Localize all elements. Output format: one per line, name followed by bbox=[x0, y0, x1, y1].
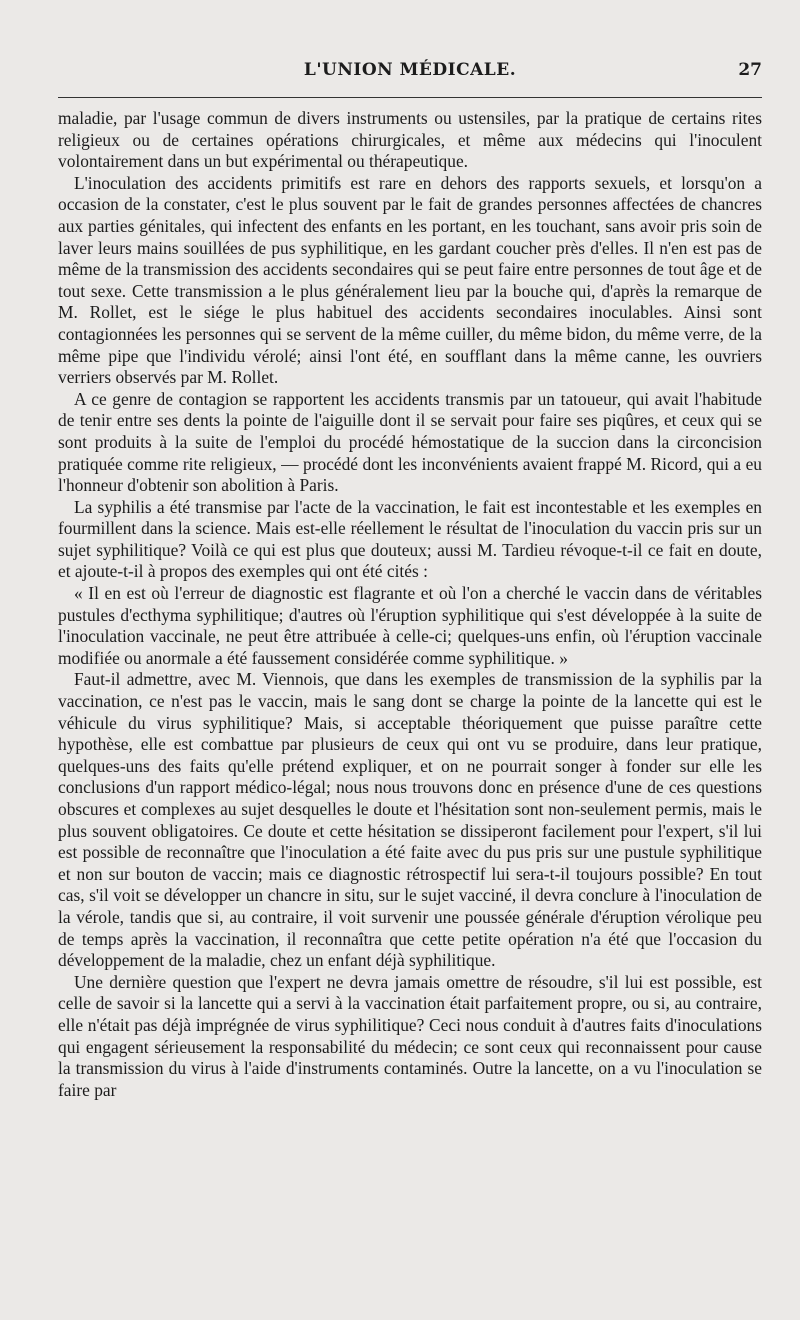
quoted-paragraph: « Il en est où l'erreur de diagnostic est flagrante et où l'on a cherché le vaccin dans de véritables pustules d'ecthyma syphilitique; d'autres où l'éruption syphilitique qui s'est développée à la suite de l'inoculation vaccinale, ne peut être attribuée à celle-ci; quelques-uns enfin, où l'éruption vaccinale modifiée ou anormale a été faussement considérée comme syphilitique. » bbox=[58, 583, 762, 668]
paragraph: maladie, par l'usage commun de divers instruments ou ustensiles, par la pratique de certains rites religieux ou de certaines opérations chirurgicales, et même aux médecins qui l'inoculent volontairement dans un but expérimental ou thérapeutique. bbox=[58, 108, 762, 172]
paragraph: A ce genre de contagion se rapportent les accidents transmis par un tatoueur, qui avait l'habitude de tenir entre ses dents la pointe de l'aiguille dont il se servait pour faire ses piqûres, et ceux qui se sont produits à la suite de l'emploi du procédé hémostatique de la succion dans la circoncision pratiquée comme rite religieux, — procédé dont les inconvénients avaient frappé M. Ricord, qui a eu l'honneur d'obtenir son abolition à Paris. bbox=[58, 388, 762, 496]
article-body bbox=[58, 108, 762, 1101]
paragraph: La syphilis a été transmise par l'acte de la vaccination, le fait est incontestable et les exemples en fourmillent dans la science. Mais est-elle réellement le résultat de l'inoculation du vaccin pris sur un sujet syphilitique? Voilà ce qui est plus que douteux; aussi M. Tardieu révoque-t-il ce fait en doute, et ajoute-t-il à propos des exemples qui ont été cités : bbox=[58, 496, 762, 582]
paragraph: Faut-il admettre, avec M. Viennois, que dans les exemples de transmission de la syphilis par la vaccination, ce n'est pas le vaccin, mais le sang dont se charge la pointe de la lancette qui est le véhicule du virus syphilitique? Mais, si acceptable théoriquement que puisse paraître cette hypothèse, elle est combattue par plusieurs de ceux qui ont vu se produire, dans leur pratique, quelques-uns des faits qu'elle prétend expliquer, et on ne pourrait songer à fonder sur elle les conclusions d'un rapport médico-légal; nous nous trouvons donc en présence d'une de ces questions obscures et complexes au sujet desquelles le doute et l'hésitation sont non-seulement permis, mais le plus souvent obligatoires. Ce doute et cette hésitation se dissiperont facilement pour l'expert, s'il lui est possible de reconnaître que l'inoculation a été faite avec du pus pris sur une pustule syphilitique et non sur bouton de vaccin; mais ce diagnostic rétrospectif lui sera-t-il toujours possible? En tout cas, s'il voit se développer un chancre in situ, sur le sujet vacciné, il devra conclure à l'inoculation de la vérole, tandis que si, au contraire, il voit survenir une poussée générale d'éruption vérolique peu de temps après la vaccination, il reconnaîtra que cette petite opération n'a été que l'occasion du développement de la maladie, chez un enfant déjà syphilitique. bbox=[58, 669, 762, 971]
header-rule bbox=[58, 97, 762, 98]
journal-title: L'UNION MÉDICALE. bbox=[303, 60, 517, 80]
running-header bbox=[58, 60, 762, 88]
page-number: 27 bbox=[738, 60, 762, 80]
paragraph: Une dernière question que l'expert ne devra jamais omettre de résoudre, s'il lui est possible, est celle de savoir si la lancette qui a servi à la vaccination était parfaitement propre, ou si, au contraire, elle n'était pas déjà imprégnée de virus syphilitique? Ceci nous conduit à d'autres faits d'inoculations qui engagent sérieusement la responsabilité du médecin; ce sont ceux qui reconnaissent pour cause la transmission du virus à l'aide d'instruments contaminés. Outre la lancette, on a vu l'inoculation se faire par bbox=[58, 971, 762, 1100]
paragraph: L'inoculation des accidents primitifs est rare en dehors des rapports sexuels, et lorsqu'on a occasion de la constater, c'est le plus souvent par le fait de grandes personnes affectées de chancres aux parties génitales, qui infectent des enfants en les portant, en les touchant, sans avoir pris soin de laver leurs mains souillées de pus syphilitique, en les gardant coucher près d'elles. Il n'en est pas de même de la transmission des accidents secondaires qui se peut faire entre personnes de tout âge et de tout sexe. Cette transmission a le plus généralement lieu par la bouche qui, d'après la remarque de M. Rollet, est le siége le plus habituel des accidents secondaires inoculables. Ainsi sont contagionnées les personnes qui se servent de la même cuiller, du même bidon, du même verre, de la même pipe que l'individu vérolé; ainsi l'ont été, en soufflant dans la même canne, les ouvriers verriers observés par M. Rollet. bbox=[58, 172, 762, 388]
